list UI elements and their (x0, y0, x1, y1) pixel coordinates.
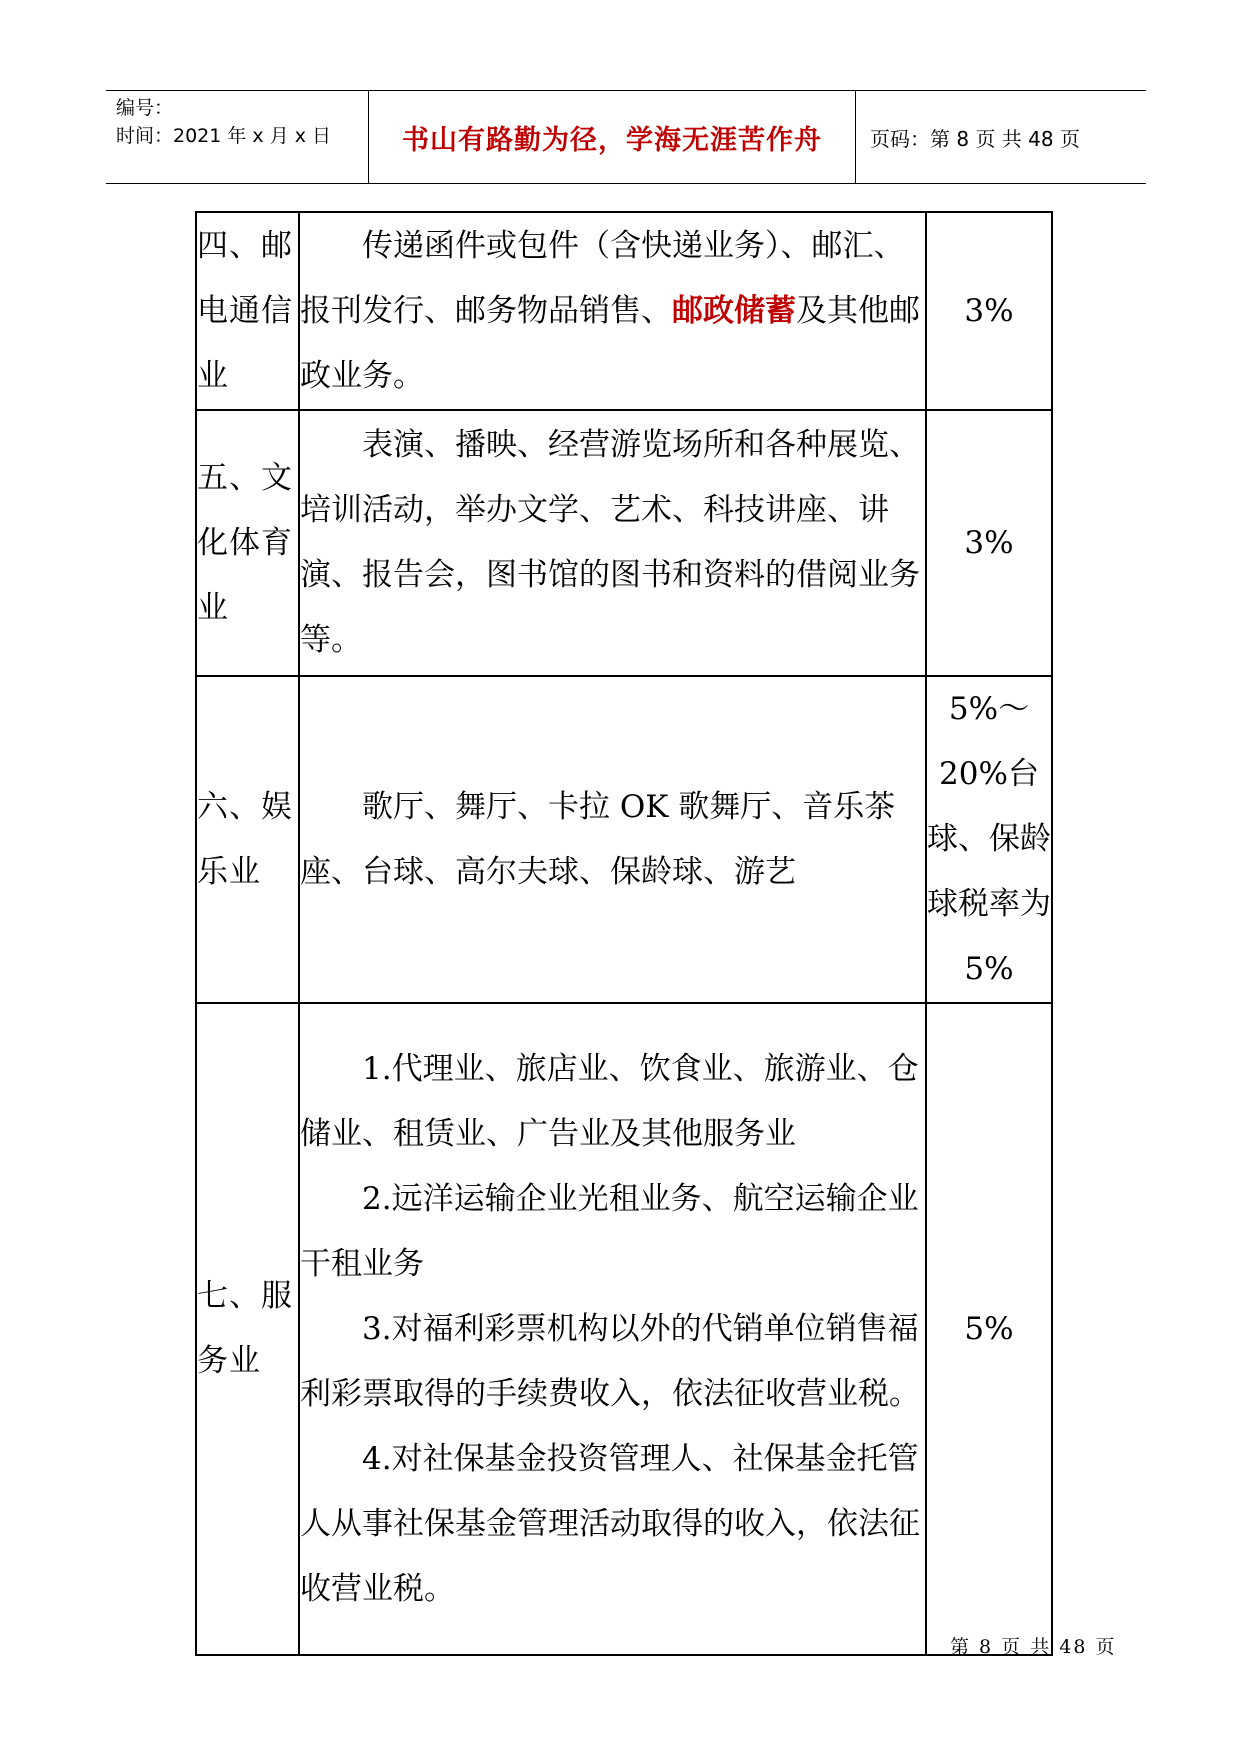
description-cell (299, 676, 926, 1003)
description-paragraph: 2.远洋运输企业光租业务、航空运输企业干租业务 (300, 1180, 919, 1282)
category-cell: 七、服务业 (196, 1003, 299, 1655)
page-label: 页码：第 8 页 共 48 页 (870, 126, 1080, 151)
rate-cell: 5% (926, 1003, 1052, 1655)
rate-cell: 3% (926, 410, 1052, 676)
header-page-cell (856, 91, 1146, 183)
description-text-tail: 及其他邮政业务。 (300, 292, 920, 394)
rate-cell: 5%～20%台球、保龄球税率为 5% (926, 676, 1052, 1003)
category-cell: 六、娱乐业 (196, 676, 299, 1003)
category-cell: 四、邮电通信业 (196, 212, 299, 410)
description-cell (299, 1003, 926, 1655)
page-footer: 第 8 页 共 48 页 (950, 1636, 1117, 1658)
rate-cell: 3% (926, 212, 1052, 410)
time-label: 时间：2021 年 x 月 x 日 (116, 125, 332, 147)
tax-rate-table (195, 211, 1053, 1656)
description-text: 传递函件或包件（含快递业务）、邮汇、报刊发行、邮务物品销售、 (300, 227, 905, 329)
highlight-text: 邮政储蓄 (672, 292, 796, 329)
number-label: 编号： (116, 97, 174, 119)
header-meta (106, 91, 368, 183)
description-cell (299, 212, 926, 410)
description-text: 歌厅、舞厅、卡拉 OK 歌舞厅、音乐茶座、台球、高尔夫球、保龄球、游艺 (300, 788, 896, 890)
header-motto-cell (368, 91, 856, 183)
table-row (196, 410, 1052, 676)
category-cell: 五、文化体育业 (196, 410, 299, 676)
page-header (106, 90, 1146, 184)
table-row (196, 676, 1052, 1003)
table-row (196, 212, 1052, 410)
description-text: 表演、播映、经营游览场所和各种展览、培训活动，举办文学、艺术、科技讲座、讲演、报告会，图书馆的图书和资料的借阅业务等。 (300, 427, 920, 658)
description-paragraph: 1.代理业、旅店业、饮食业、旅游业、仓储业、租赁业、广告业及其他服务业 (300, 1050, 919, 1152)
description-paragraph: 4.对社保基金投资管理人、社保基金托管人从事社保基金管理活动取得的收入，依法征收营业税。 (300, 1440, 920, 1607)
motto: 书山有路勤为径，学海无涯苦作舟 (402, 124, 822, 156)
description-cell (299, 410, 926, 676)
description-paragraph: 3.对福利彩票机构以外的代销单位销售福利彩票取得的手续费收入，依法征收营业税。 (300, 1310, 920, 1412)
table-row (196, 1003, 1052, 1655)
